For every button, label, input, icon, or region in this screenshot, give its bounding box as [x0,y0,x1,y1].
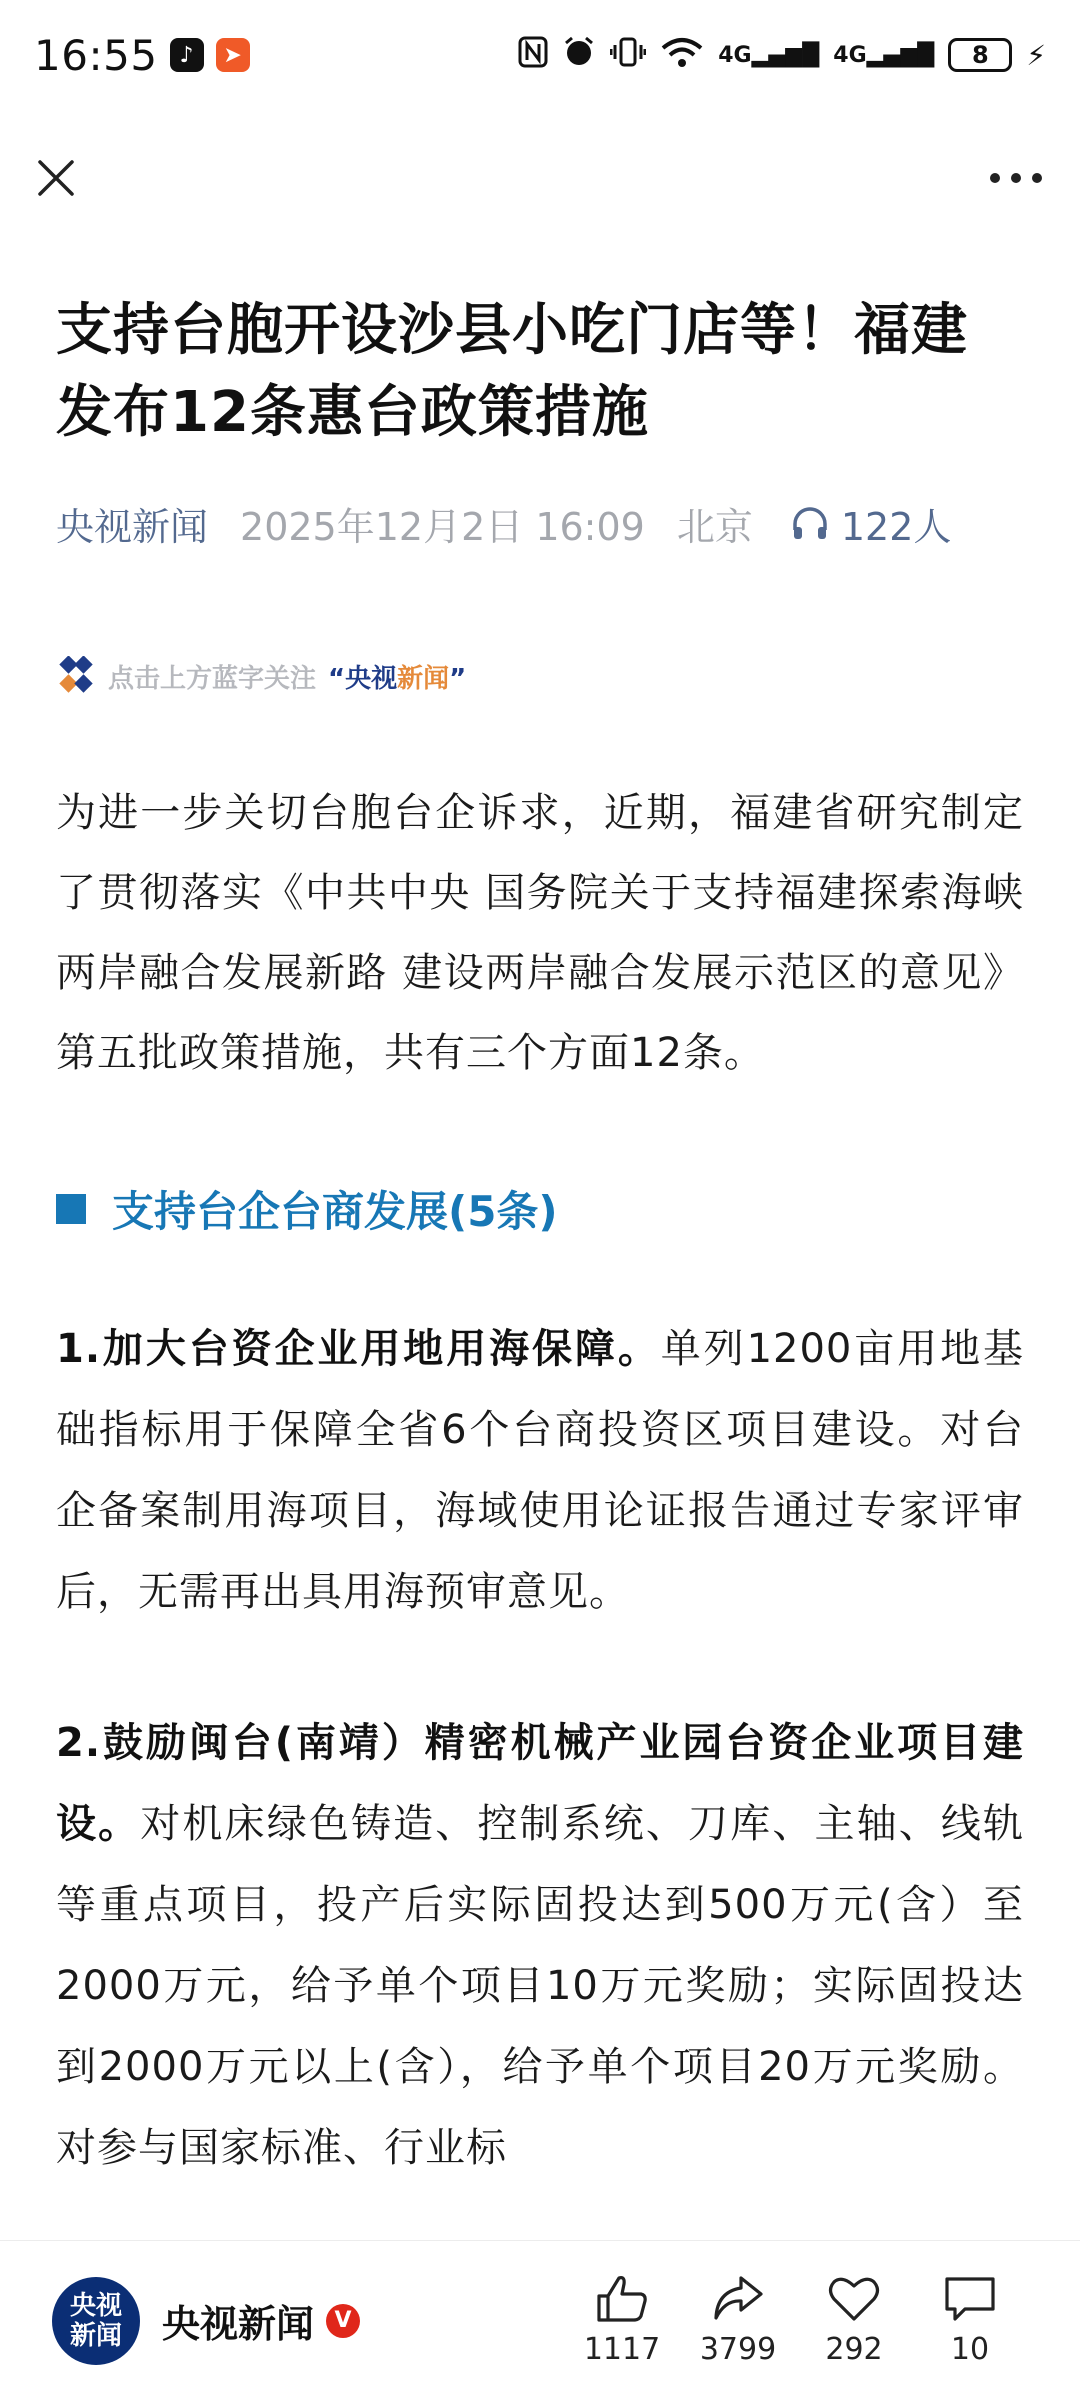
policy-item-2 [56,1703,1024,2189]
comment-button[interactable] [912,2274,1028,2367]
share-button[interactable] [680,2274,796,2367]
favorite-button[interactable] [796,2274,912,2367]
signal-icon-2: 4G▂▄▆█ [833,42,935,68]
bottom-action-bar [0,2240,1080,2400]
more-options-button[interactable] [980,150,1052,206]
share-icon [711,2274,765,2324]
verified-badge-icon: V [326,2304,360,2338]
status-bar [0,0,1080,110]
thumbs-up-icon [595,2274,649,2324]
section-square-icon [56,1194,86,1224]
status-icons [518,35,1046,76]
signal-label-2: 4G [833,42,867,68]
policy-item-2-body: 对机床绿色铸造、控制系统、刀库、主轴、线轨等重点项目，投产后实际固投达到500万元(含）至2000万元，给予单个项目10万元奖励；实际固投达到2000万元以上(含），给予单个项目20万元奖励。对参与国家标准、行业标 [56,1801,1025,2171]
article-body [56,290,1024,2189]
policy-item-2-heading: 2.鼓励闽台(南靖）精密机械产业园台资企业项目建设。 [56,1720,1024,1847]
vibrate-icon [610,36,646,75]
section-heading [56,1179,1024,1239]
brand-quote-open: “ [328,663,346,694]
alarm-icon [562,35,596,76]
signal-icon: 4G▂▄▆█ [718,42,820,68]
favorite-count: 292 [825,2332,883,2367]
listen-button[interactable] [791,496,952,551]
signal-label-1: 4G [718,42,752,68]
avatar-line-1: 央视 [69,2290,122,2321]
nfc-icon [518,36,548,75]
article-source[interactable]: 央视新闻 [56,505,209,549]
comment-count: 10 [950,2332,990,2367]
like-button[interactable] [564,2274,680,2367]
headphones-icon [791,506,829,542]
avatar-line-2: 新闻 [69,2320,122,2351]
status-time: 16:55 [34,30,158,80]
intro-paragraph: 为进一步关切台胞台企诉求，近期，福建省研究制定了贯彻落实《中共中央 国务院关于支持福建探索海峡两岸融合发展新路 建设两岸融合发展示范区的意见》第五批政策措施，共有三个方面12条。 [56,790,1024,1076]
policy-item-1-heading: 1.加大台资企业用地用海保障。 [56,1326,661,1372]
comment-icon [943,2274,997,2324]
wifi-icon [660,36,704,75]
charging-icon: ⚡ [1026,38,1046,72]
article-location: 北京 [676,505,753,549]
brand-quote-close: ” [449,663,467,694]
top-nav [0,140,1080,220]
section-title: 支持台企台商发展(5条) [112,1187,558,1236]
close-button[interactable] [28,150,84,206]
author-avatar[interactable] [52,2277,140,2365]
cctv-logo-icon [56,656,96,696]
article-title: 支持台胞开设沙县小吃门店等！福建发布12条惠台政策措施 [56,298,968,445]
listener-count: 122人 [840,505,952,549]
tiktok-icon: ♪ [170,38,204,72]
policy-item-1-body: 单列1200亩用地基础指标用于保障全省6个台商投资区项目建设。对台企备案制用海项目，海域使用论证报告通过专家评审后，无需再出具用海预审意见。 [56,1326,1024,1615]
like-count: 1117 [583,2332,661,2367]
battery-icon [948,38,1012,72]
more-icon [988,171,1044,185]
battery-level: 8 [971,41,989,69]
policy-item-1 [56,1309,1024,1633]
follow-banner[interactable] [56,651,1024,701]
action-buttons [564,2274,1028,2367]
article-date: 2025年12月2日 16:09 [240,505,645,549]
notification-app-icon: ➤ [216,38,250,72]
heart-icon [827,2274,881,2324]
brand-part-b: 新闻 [397,663,450,694]
close-icon [36,158,76,198]
follow-banner-brand [328,658,466,695]
follow-banner-text: 点击上方蓝字关注 [108,663,317,694]
share-count: 3799 [699,2332,777,2367]
article-meta [56,496,1024,551]
brand-part-a: 央视 [345,663,398,694]
author-name[interactable]: 央视新闻 [162,2302,315,2346]
